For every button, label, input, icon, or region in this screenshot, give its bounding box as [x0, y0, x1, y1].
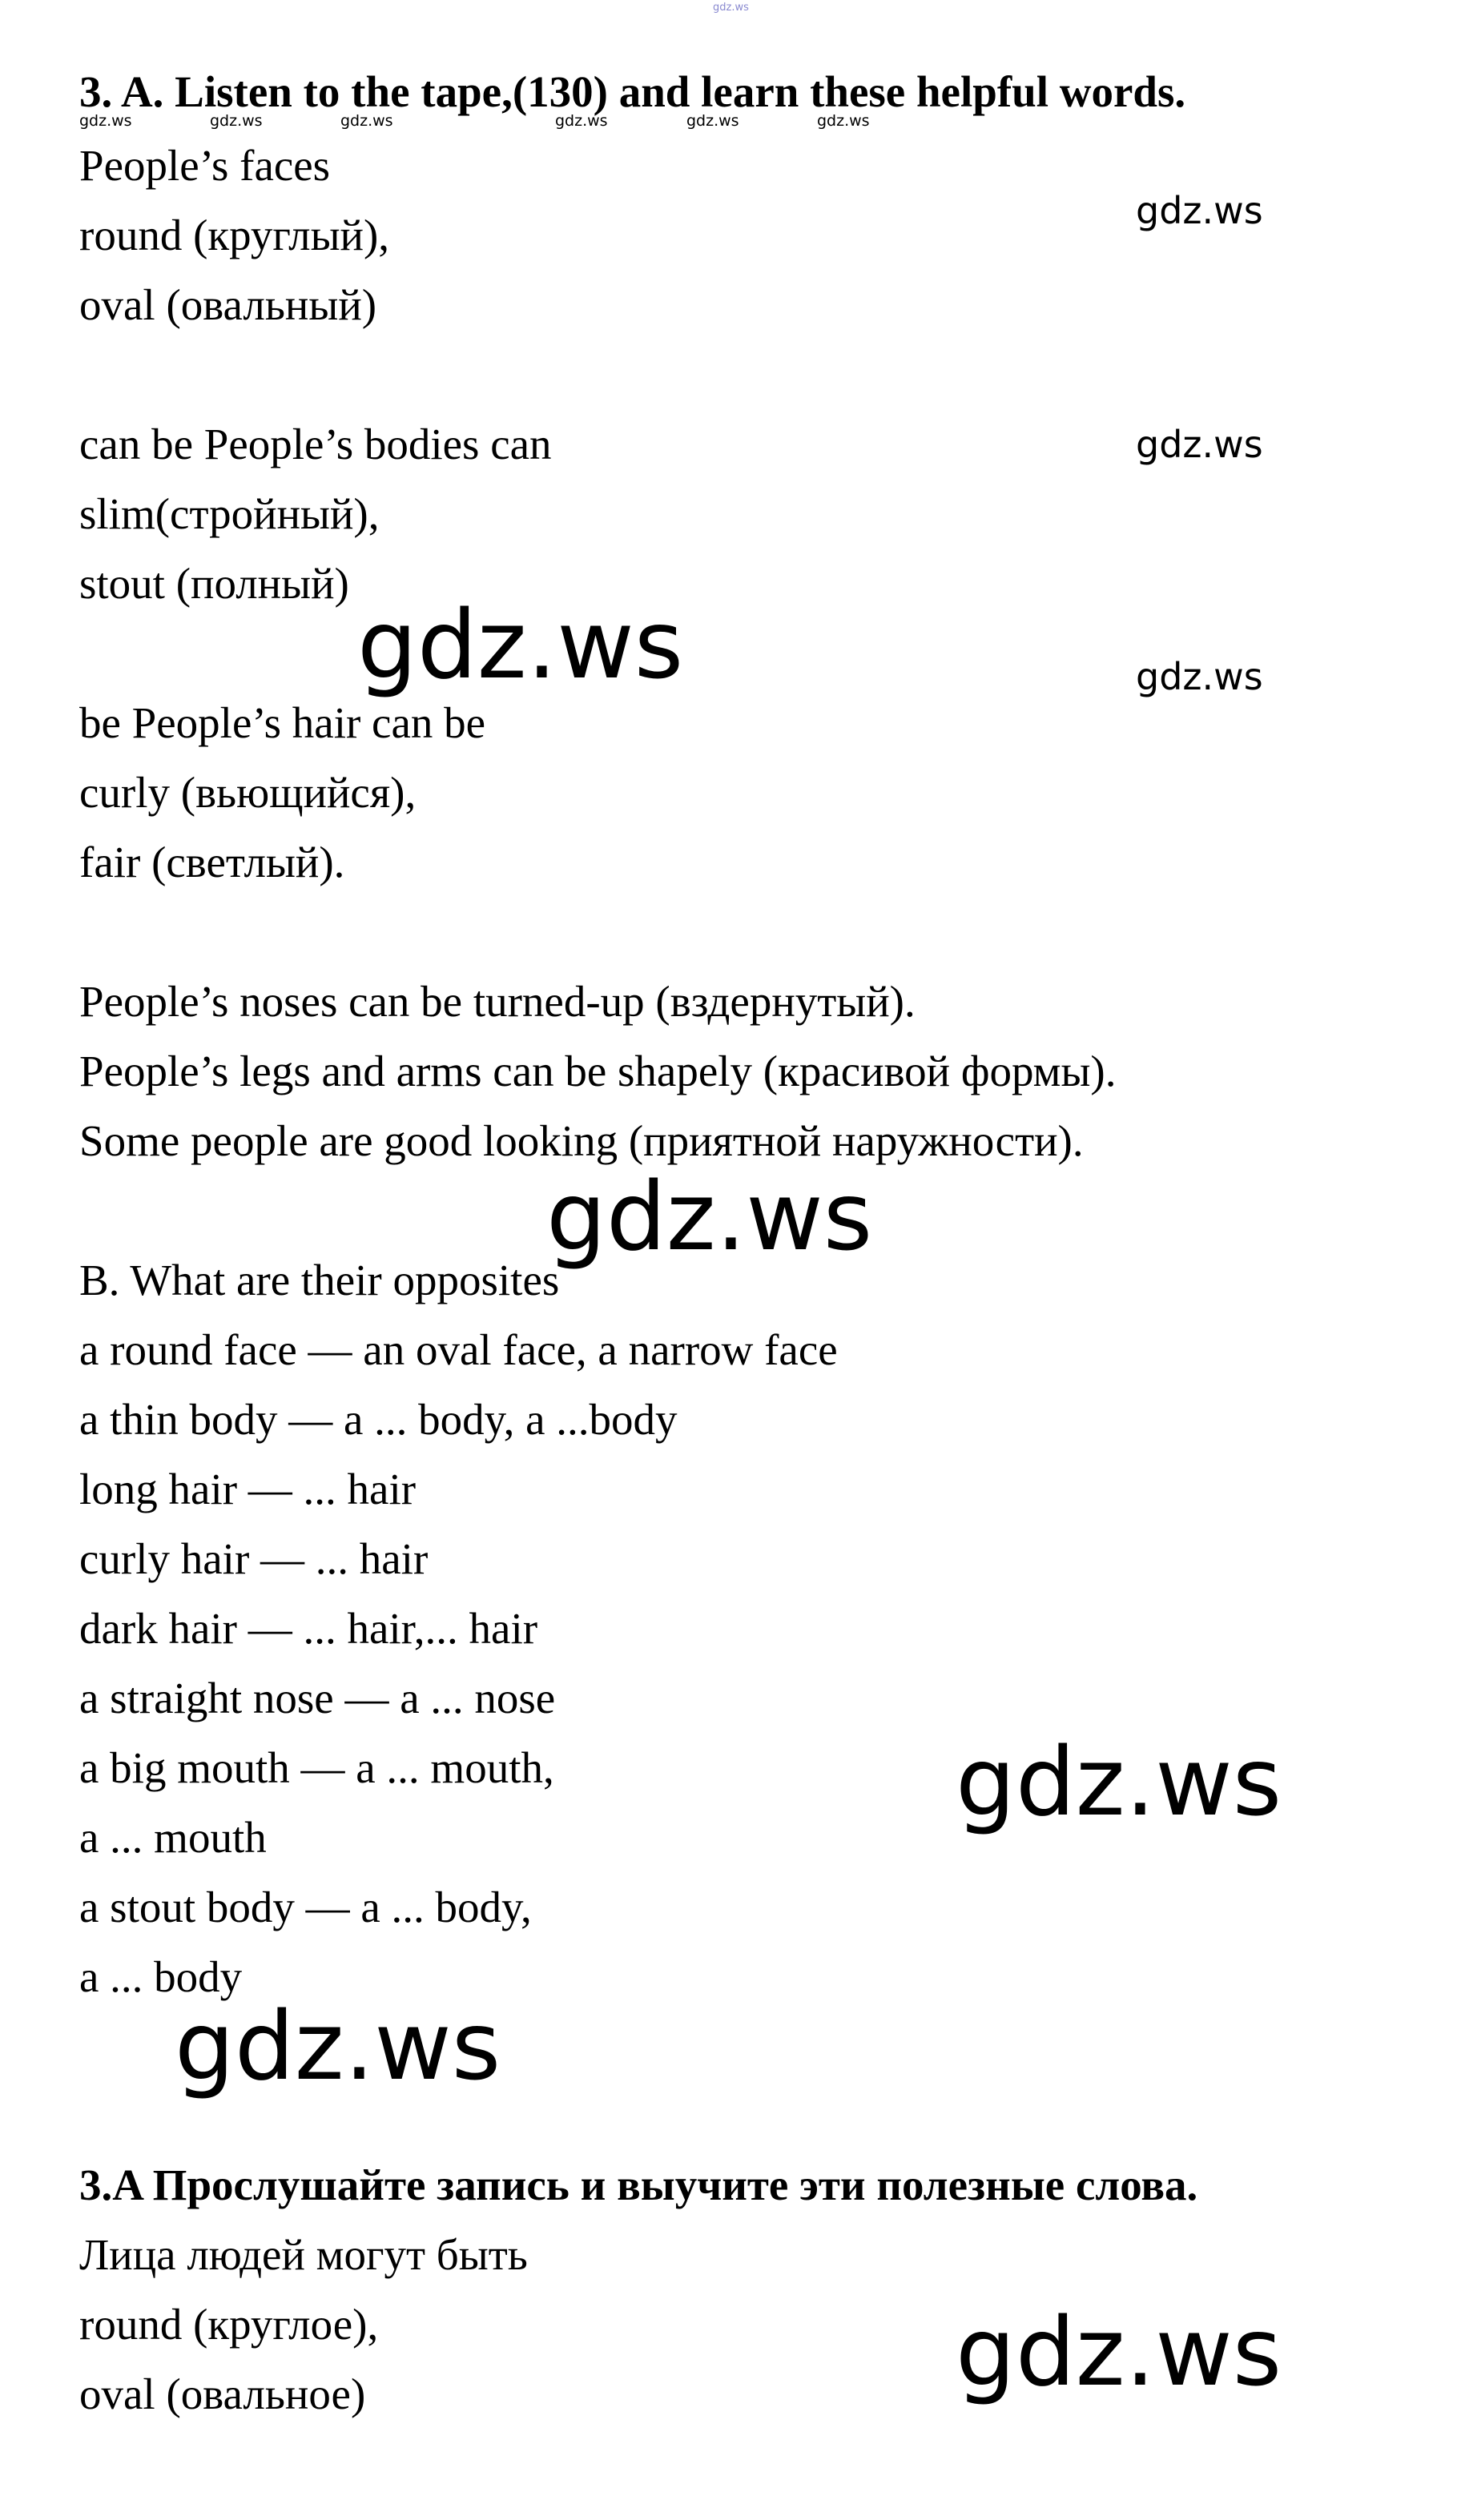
exercise-line: long hair — ... hair: [79, 1465, 417, 1513]
vocab-line: stout (полный): [79, 559, 349, 608]
section-b-heading: B. What are their opposites: [79, 1256, 560, 1304]
vocab-line: oval (овальный): [79, 280, 377, 329]
exercise-line: curly hair — ... hair: [79, 1534, 429, 1583]
exercise-line: a thin body — a ... body, a ...body: [79, 1395, 678, 1444]
vocab-line: People’s noses can be turned-up (вздернутый).: [79, 977, 916, 1026]
watermark: gdz.ws: [555, 112, 608, 130]
exercise-line: a ... mouth: [79, 1813, 267, 1862]
exercise-heading: 3. A. Listen to the tape,(130) and learn these helpful words.: [79, 67, 1186, 116]
exercise-line: a ... body: [79, 1952, 243, 2001]
russian-line: round (круглое),: [79, 2300, 379, 2349]
exercise-line: a big mouth — a ... mouth,: [79, 1743, 554, 1792]
russian-line: oval (овальное): [79, 2369, 366, 2418]
watermark: gdz.ws: [1136, 423, 1263, 466]
watermark: gdz.ws: [357, 589, 684, 700]
top-watermark: gdz.ws: [713, 2, 749, 14]
exercise-line: a round face — an oval face, a narrow face: [79, 1325, 838, 1374]
exercise-line: dark hair — ... hair,... hair: [79, 1604, 538, 1653]
watermark: gdz.ws: [340, 112, 393, 130]
russian-heading: 3.A Прослушайте запись и выучите эти полезные слова.: [79, 2160, 1198, 2209]
vocab-line: round (круглый),: [79, 211, 390, 259]
exercise-line: a straight nose — a ... nose: [79, 1674, 556, 1722]
vocab-line: People’s legs and arms can be shapely (красивой формы).: [79, 1047, 1117, 1095]
vocab-line: fair (светлый).: [79, 838, 345, 886]
vocab-line: slim(стройный),: [79, 489, 380, 538]
watermark: gdz.ws: [956, 1726, 1282, 1837]
vocab-line: Some people are good looking (приятной наружности).: [79, 1116, 1084, 1165]
vocab-line: curly (вьющийся),: [79, 768, 417, 817]
vocab-line: be People’s hair can be: [79, 698, 486, 747]
watermark: gdz.ws: [686, 112, 739, 130]
russian-line: Лица людей могут быть: [79, 2230, 528, 2279]
watermark: gdz.ws: [956, 2297, 1282, 2407]
watermark: gdz.ws: [210, 112, 263, 130]
vocab-line: People’s faces: [79, 141, 331, 190]
watermark: gdz.ws: [1136, 189, 1263, 232]
watermark: gdz.ws: [817, 112, 870, 130]
exercise-line: a stout body — a ... body,: [79, 1883, 532, 1931]
watermark: gdz.ws: [546, 1161, 873, 1272]
watermark: gdz.ws: [1136, 655, 1263, 698]
watermark: gdz.ws: [175, 1991, 501, 2101]
vocab-line: can be People’s bodies can: [79, 420, 552, 468]
watermark: gdz.ws: [79, 112, 132, 130]
